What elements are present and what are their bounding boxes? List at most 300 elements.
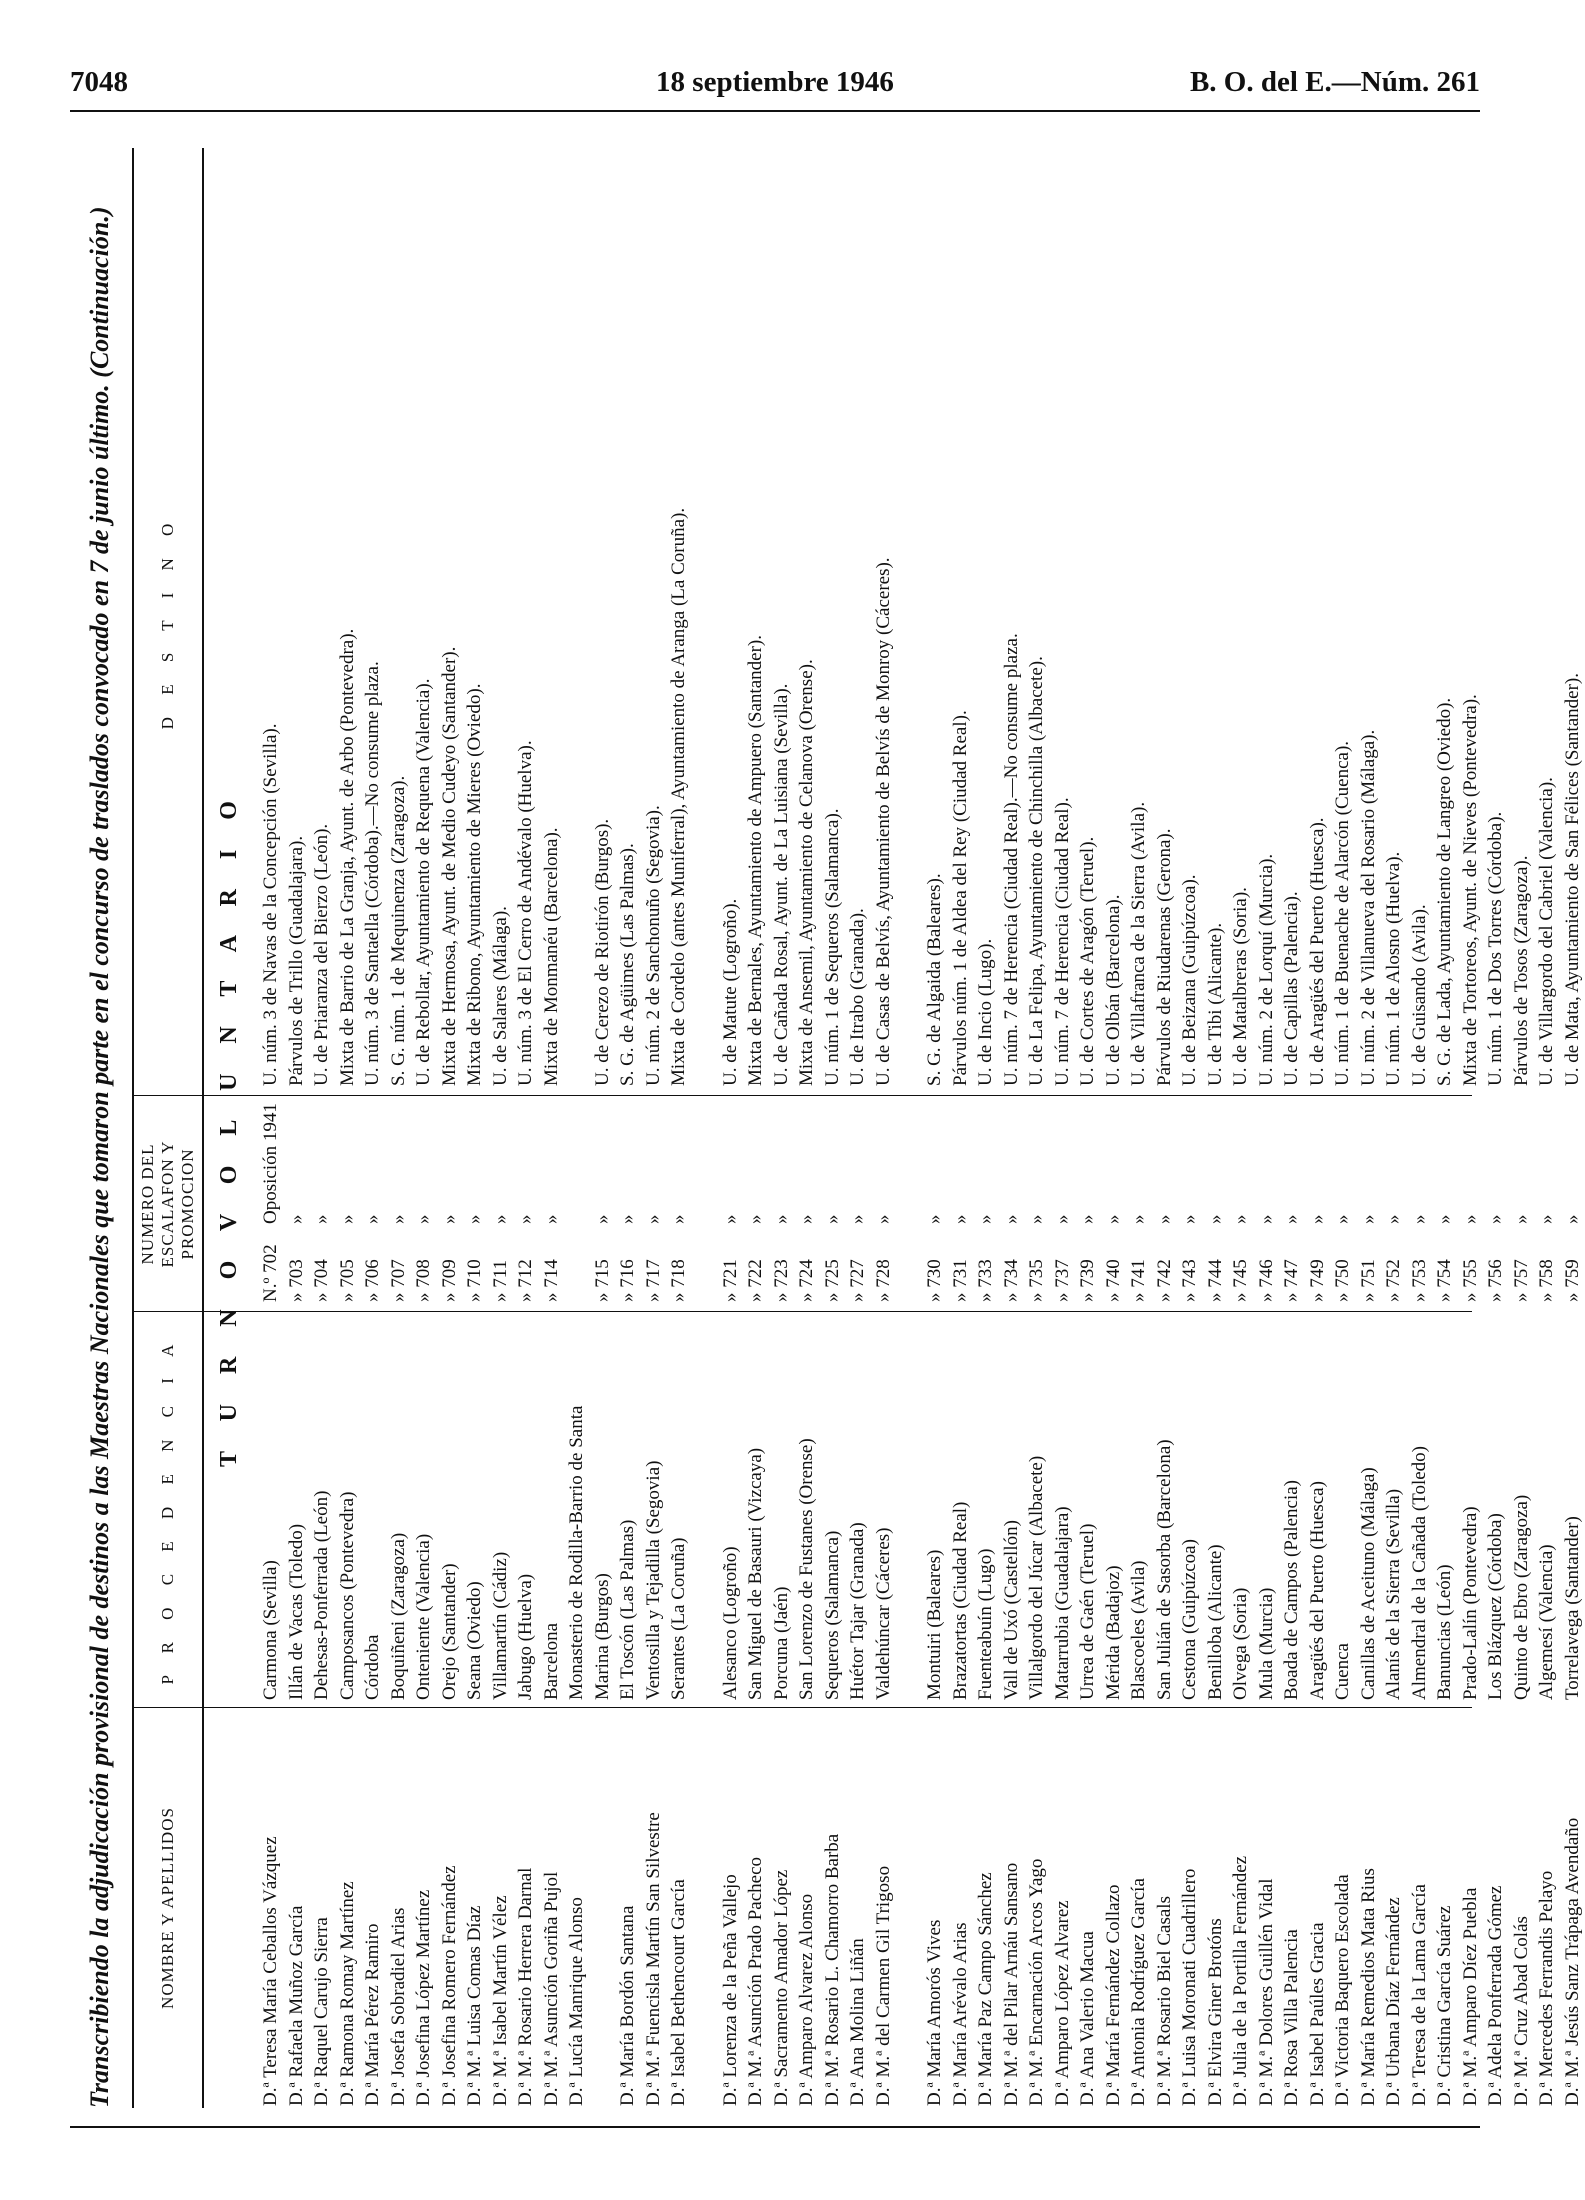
promocion-value: » bbox=[796, 1214, 817, 1224]
promocion-value: » bbox=[311, 1214, 332, 1224]
procedencia-cell: Barcelona bbox=[540, 1622, 562, 1700]
col-header-nombre: NOMBRE Y APELLIDOS bbox=[158, 1807, 177, 2009]
table-row bbox=[948, 148, 974, 2108]
escalafon-cell bbox=[360, 1102, 386, 1302]
escalafon-cell bbox=[641, 1102, 667, 1302]
promocion-value: » bbox=[1332, 1214, 1353, 1224]
promocion-value: » bbox=[975, 1214, 996, 1224]
escalafon-number: » 756 bbox=[1485, 1259, 1506, 1302]
table-row bbox=[1203, 148, 1229, 2108]
col-header-procedencia: P R O C E D E N C I A bbox=[158, 1335, 177, 1685]
escalafon-number: » 711 bbox=[489, 1259, 511, 1302]
escalafon-cell bbox=[845, 1102, 871, 1302]
escalafon-number: » 724 bbox=[796, 1259, 817, 1302]
col-header-destino: D E S T I N O bbox=[158, 514, 177, 730]
table-row bbox=[1432, 148, 1458, 2108]
procedencia-cell: Mérida (Badajoz) bbox=[1102, 1565, 1124, 1700]
procedencia-cell: Algemesí (Valencia) bbox=[1536, 1544, 1557, 1700]
escalafon-cell bbox=[743, 1102, 769, 1302]
destino-cell: Mixta de Tortoreos, Ayunt. de Nieves (Pontevedra). bbox=[1459, 694, 1481, 1086]
escalafon-number: » 707 bbox=[387, 1259, 409, 1302]
destino-cell: U. de Matalbreras (Soria). bbox=[1230, 887, 1251, 1086]
promocion-value: » bbox=[540, 1214, 562, 1224]
escalafon-number: » 704 bbox=[311, 1259, 332, 1302]
page-number: 7048 bbox=[70, 66, 128, 98]
teacher-name: D.ª Teresa de la Lama García bbox=[1408, 1884, 1430, 2106]
teacher-name: D.ª M.ª Dolores Guillén Vidal bbox=[1255, 1878, 1277, 2106]
escalafon-number: » 714 bbox=[540, 1259, 562, 1302]
table-row bbox=[1152, 148, 1178, 2108]
escalafon-number: » 728 bbox=[872, 1259, 894, 1302]
teacher-name: D.ª María Fernández Collazo bbox=[1102, 1884, 1124, 2106]
teacher-name: D.ª María Remedios Mata Rius bbox=[1357, 1868, 1379, 2106]
table-row bbox=[1279, 148, 1305, 2108]
destino-cell: Mixta de Monmanéu (Barcelona). bbox=[540, 827, 562, 1086]
table-row bbox=[1509, 148, 1535, 2108]
escalafon-number: » 727 bbox=[847, 1259, 868, 1302]
destino-cell: U. de Salares (Málaga). bbox=[489, 906, 511, 1086]
procedencia-cell: Illán de Vacas (Toledo) bbox=[285, 1523, 307, 1700]
escalafon-cell bbox=[1177, 1102, 1203, 1302]
procedencia-cell: El Toscón (Las Palmas) bbox=[617, 1519, 638, 1700]
teacher-name: D.ª María Pérez Ramiro bbox=[362, 1923, 383, 2106]
escalafon-cell bbox=[1305, 1102, 1331, 1302]
teacher-name: D.ª Urbana Díaz Fernández bbox=[1383, 1897, 1404, 2106]
escalafon-number: » 742 bbox=[1153, 1259, 1175, 1302]
escalafon-cell bbox=[718, 1102, 744, 1302]
promocion-value: » bbox=[949, 1214, 971, 1224]
promocion-value: » bbox=[1383, 1214, 1404, 1224]
promocion-value: » bbox=[924, 1214, 945, 1224]
procedencia-cell: Boada de Campos (Palencia) bbox=[1281, 1479, 1302, 1700]
destino-cell: U. de Capillas (Palencia). bbox=[1281, 891, 1302, 1086]
destino-cell: U. de Mata, Ayuntamiento de San Félices (Santander). bbox=[1561, 673, 1583, 1086]
escalafon-number: » 730 bbox=[924, 1259, 945, 1302]
escalafon-cell bbox=[769, 1102, 795, 1302]
table-row bbox=[564, 148, 590, 2108]
table-row bbox=[794, 148, 820, 2108]
destino-cell: U. núm. 2 de Sanchonuño (Segovia). bbox=[642, 805, 664, 1086]
procedencia-cell: Camposancos (Pontevedra) bbox=[336, 1491, 358, 1700]
escalafon-cell bbox=[284, 1102, 310, 1302]
teacher-name: D.ª Josefa Sobradiel Arias bbox=[387, 1907, 409, 2106]
teacher-name: D.ª María Paz Campo Sánchez bbox=[975, 1872, 996, 2106]
promocion-value: » bbox=[1306, 1214, 1328, 1224]
destino-cell bbox=[564, 150, 590, 1086]
destino-cell: Mixta de Bernales, Ayuntamiento de Ampuero (Santander). bbox=[745, 635, 766, 1086]
table-row bbox=[718, 148, 744, 2108]
escalafon-number: » 751 bbox=[1357, 1259, 1379, 1302]
header-rule bbox=[70, 110, 1480, 112]
table-row bbox=[999, 148, 1025, 2108]
escalafon-cell bbox=[437, 1102, 463, 1302]
teacher-name: D.ª M.ª Asunción Prado Pacheco bbox=[745, 1856, 766, 2106]
teacher-name: D.ª M.ª del Pilar Arnáu Sansano bbox=[1000, 1862, 1022, 2106]
teacher-name: D.ª María Amorós Vives bbox=[924, 1919, 945, 2106]
escalafon-number: » 721 bbox=[719, 1259, 741, 1302]
page-header bbox=[70, 66, 1480, 106]
teacher-name: D.ª Victoria Baquero Escolada bbox=[1332, 1874, 1353, 2106]
escalafon-number: » 710 bbox=[464, 1259, 485, 1302]
escalafon-cell bbox=[820, 1102, 846, 1302]
escalafon-number: » 752 bbox=[1383, 1259, 1404, 1302]
table-row bbox=[743, 148, 769, 2108]
escalafon-cell bbox=[1126, 1102, 1152, 1302]
teacher-name: D.ª M.ª Isabel Martín Vélez bbox=[489, 1895, 511, 2106]
procedencia-cell: Porcuna (Jaén) bbox=[770, 1586, 792, 1700]
teacher-name: D.ª Luisa Moronati Cuadrillero bbox=[1179, 1868, 1200, 2106]
procedencia-cell: Banuncias (León) bbox=[1434, 1564, 1455, 1700]
table-row bbox=[309, 148, 335, 2108]
rotated-table-block bbox=[80, 148, 1583, 2108]
destino-cell: U. de Beizana (Guipúzcoa). bbox=[1179, 874, 1200, 1086]
teacher-name: D.ª M.ª Rosario L. Chamorro Barba bbox=[821, 1833, 843, 2106]
teacher-name: D.ª Ana Valerio Macua bbox=[1077, 1931, 1098, 2106]
escalafon-cell bbox=[1560, 1102, 1585, 1302]
teacher-name bbox=[590, 1718, 616, 2106]
escalafon-cell bbox=[462, 1102, 488, 1302]
procedencia-cell: Jabugo (Huelva) bbox=[515, 1573, 536, 1700]
destino-cell: S. G. de Lada, Ayuntamiento de Langreo (Oviedo). bbox=[1434, 697, 1455, 1086]
escalafon-number: » 746 bbox=[1255, 1259, 1277, 1302]
footer-rule bbox=[70, 2126, 1480, 2128]
destino-cell: S. G. de Agüimes (Las Palmas). bbox=[617, 843, 638, 1086]
escalafon-cell bbox=[590, 1102, 616, 1302]
teacher-name: D.ª M.ª Amparo Díez Puebla bbox=[1459, 1887, 1481, 2106]
table-row bbox=[1560, 148, 1585, 2108]
teacher-name: D.ª M.ª Rosario Herrera Darnal bbox=[515, 1867, 536, 2106]
procedencia-cell: Montuiri (Baleares) bbox=[924, 1549, 945, 1700]
destino-cell: U. núm. 2 de Villanueva del Rosario (Málaga). bbox=[1357, 729, 1379, 1086]
destino-cell: U. de Rebollar, Ayuntamiento de Requena (Valencia). bbox=[413, 678, 434, 1086]
procedencia-cell: Córdoba bbox=[362, 1634, 383, 1700]
table-row bbox=[1050, 148, 1076, 2108]
escalafon-number: » 753 bbox=[1408, 1259, 1430, 1302]
escalafon-number: » 744 bbox=[1204, 1259, 1226, 1302]
destino-cell: U. de Priaranza del Bierzo (León). bbox=[311, 823, 332, 1086]
table-row bbox=[1177, 148, 1203, 2108]
destino-cell: Mixta de Ribono, Ayuntamiento de Mieres (Oviedo). bbox=[464, 683, 485, 1086]
procedencia-cell: Mula (Murcia) bbox=[1255, 1587, 1277, 1700]
escalafon-number: » 747 bbox=[1281, 1259, 1302, 1302]
escalafon-cell bbox=[1483, 1102, 1509, 1302]
procedencia-cell: Cuenca bbox=[1332, 1643, 1353, 1700]
teacher-name: D.ª Josefina López Martínez bbox=[413, 1889, 434, 2106]
destino-cell: U. de Aragüés del Puerto (Huesca). bbox=[1306, 817, 1328, 1086]
procedencia-cell: Vall de Uxó (Castellón) bbox=[1000, 1520, 1022, 1700]
destino-cell: U. núm. 1 de Sequeros (Salamanca). bbox=[821, 808, 843, 1086]
promocion-value: » bbox=[1281, 1214, 1302, 1224]
escalafon-cell bbox=[1381, 1102, 1407, 1302]
table-row bbox=[590, 148, 616, 2108]
teacher-name: D.ª Julia de la Portilla Fernández bbox=[1230, 1855, 1251, 2106]
table-row bbox=[922, 148, 948, 2108]
escalafon-number: » 722 bbox=[745, 1259, 766, 1302]
procedencia-cell: Serantes (La Coruña) bbox=[668, 1537, 689, 1700]
promocion-value: » bbox=[362, 1214, 383, 1224]
procedencia-cell: Marina (Burgos) bbox=[591, 1573, 613, 1700]
teacher-name: D.ª Lorenza de la Peña Vallejo bbox=[719, 1874, 741, 2106]
table-row bbox=[360, 148, 386, 2108]
teacher-name: D.ª Cristina García Suárez bbox=[1434, 1905, 1455, 2106]
promocion-value: » bbox=[1434, 1214, 1455, 1224]
teacher-name: D.ª M.ª Encarnación Arcos Yago bbox=[1026, 1858, 1047, 2106]
procedencia-cell: Alesanco (Logroño) bbox=[719, 1546, 741, 1700]
promocion-value: » bbox=[668, 1214, 689, 1224]
teacher-name: D.ª Amparo Alvarez Alonso bbox=[796, 1893, 817, 2106]
promocion-value: » bbox=[515, 1214, 536, 1224]
teacher-name: D.ª Josefina Romero Fernández bbox=[438, 1865, 460, 2106]
destino-cell: U. núm. 3 de Navas de la Concepción (Sevilla). bbox=[260, 723, 281, 1086]
escalafon-number: » 749 bbox=[1306, 1259, 1328, 1302]
promocion-value: » bbox=[770, 1214, 792, 1224]
promocion-value: » bbox=[719, 1214, 741, 1224]
procedencia-cell: Brazatortas (Ciudad Real) bbox=[949, 1501, 971, 1700]
escalafon-number: » 725 bbox=[821, 1259, 843, 1302]
escalafon-number: » 706 bbox=[362, 1259, 383, 1302]
turno-band: T U R N O V O L U N T A R I O bbox=[216, 789, 242, 1467]
procedencia-cell: Orejo (Santander) bbox=[438, 1563, 460, 1700]
destino-cell: U. de La Felipa, Ayuntamiento de Chinchilla (Albacete). bbox=[1026, 656, 1047, 1086]
destino-cell: U. de Guisando (Avila). bbox=[1408, 904, 1430, 1086]
destino-cell: U. de Tibi (Alicante). bbox=[1204, 922, 1226, 1086]
escalafon-cell bbox=[1330, 1102, 1356, 1302]
escalafon-number: » 735 bbox=[1026, 1259, 1047, 1302]
destino-cell: U. de Matute (Logroño). bbox=[719, 898, 741, 1086]
procedencia-cell: Almendral de la Cañada (Toledo) bbox=[1408, 1445, 1430, 1700]
escalafon-cell bbox=[973, 1102, 999, 1302]
destino-cell: U. núm. 2 de Lorquí (Murcia). bbox=[1255, 853, 1277, 1086]
procedencia-cell: San Julián de Sasorba (Barcelona) bbox=[1153, 1439, 1175, 1700]
destino-cell: U. núm. 3 de El Cerro de Andévalo (Huelva). bbox=[515, 740, 536, 1086]
destino-cell: Párvulos de Riudarenas (Gerona). bbox=[1153, 828, 1175, 1086]
teacher-name: D.ª Isabel Bethencourt García bbox=[668, 1879, 689, 2106]
destino-cell: U. núm. 1 de Buenache de Alarcón (Cuenca). bbox=[1332, 740, 1353, 1086]
escalafon-number: » 723 bbox=[770, 1259, 792, 1302]
procedencia-cell: Sequeros (Salamanca) bbox=[821, 1530, 843, 1700]
destino-cell: U. de Villafranca de la Sierra (Avila). bbox=[1128, 801, 1149, 1086]
promocion-value: » bbox=[1102, 1214, 1124, 1224]
procedencia-cell: Fuenteabuín (Lugo) bbox=[975, 1548, 996, 1700]
issue-date: 18 septiembre 1946 bbox=[656, 66, 894, 98]
table-row bbox=[1075, 148, 1101, 2108]
table-row bbox=[1024, 148, 1050, 2108]
escalafon-number: » 708 bbox=[413, 1259, 434, 1302]
teacher-name: D.ª M.ª Asunción Goriña Pujol bbox=[540, 1871, 562, 2106]
promocion-value: » bbox=[1485, 1214, 1506, 1224]
teacher-name: D.ª Ramona Romay Martínez bbox=[336, 1881, 358, 2106]
promocion-value: » bbox=[1128, 1214, 1149, 1224]
table-row bbox=[871, 148, 897, 2108]
escalafon-cell bbox=[871, 1102, 897, 1302]
escalafon-number: » 755 bbox=[1459, 1259, 1481, 1302]
promocion-value: » bbox=[642, 1214, 664, 1224]
escalafon-number: » 757 bbox=[1510, 1259, 1532, 1302]
procedencia-cell: Matarrubia (Guadalajara) bbox=[1051, 1506, 1073, 1700]
promocion-value: » bbox=[1561, 1214, 1583, 1224]
escalafon-number: » 739 bbox=[1077, 1259, 1098, 1302]
promocion-value: » bbox=[336, 1214, 358, 1224]
teacher-name: D.ª Antonia Rodríguez García bbox=[1128, 1878, 1149, 2106]
destino-cell: U. de Cerezo de Riotirón (Burgos). bbox=[591, 818, 613, 1086]
destino-cell: U. núm. 1 de Alosno (Huelva). bbox=[1383, 851, 1404, 1086]
destino-cell: S. G. de Algaida (Baleares). bbox=[924, 873, 945, 1086]
promocion-value: » bbox=[1459, 1214, 1481, 1224]
escalafon-cell bbox=[1407, 1102, 1433, 1302]
escalafon-cell bbox=[794, 1102, 820, 1302]
destino-cell: U. de Cañada Rosal, Ayunt. de La Luisiana (Sevilla). bbox=[770, 683, 792, 1086]
procedencia-cell: Prado-Lalín (Pontevedra) bbox=[1459, 1506, 1481, 1700]
table-row bbox=[1305, 148, 1331, 2108]
escalafon-cell bbox=[1509, 1102, 1535, 1302]
table-row bbox=[488, 148, 514, 2108]
promocion-value: » bbox=[1536, 1214, 1557, 1224]
promocion-value: » bbox=[872, 1214, 894, 1224]
escalafon-cell bbox=[539, 1102, 565, 1302]
destino-cell: U. de Villargordo del Cabriel (Valencia). bbox=[1536, 777, 1557, 1086]
procedencia-cell: Valdehúncar (Cáceres) bbox=[872, 1527, 894, 1700]
destino-cell: U. de Olbán (Barcelona). bbox=[1102, 894, 1124, 1086]
table-row bbox=[1356, 148, 1382, 2108]
escalafon-number: » 718 bbox=[668, 1259, 689, 1302]
teacher-name: D.ª M.ª Jesús Sanz Trápaga Avendaño bbox=[1561, 1817, 1583, 2106]
escalafon-number: » 709 bbox=[438, 1259, 460, 1302]
teacher-name: D.ª Rosa Villa Palencia bbox=[1281, 1929, 1302, 2106]
table-row bbox=[1330, 148, 1356, 2108]
escalafon-number: » 717 bbox=[642, 1259, 664, 1302]
procedencia-cell: Carmona (Sevilla) bbox=[260, 1560, 281, 1700]
destino-cell: S. G. núm. 1 de Mequinenza (Zaragoza). bbox=[387, 775, 409, 1086]
destino-cell: U. núm. 7 de Herencia (Ciudad Real). bbox=[1051, 797, 1073, 1086]
escalafon-number: » 759 bbox=[1561, 1259, 1583, 1302]
procedencia-cell: Cestona (Guipúzcoa) bbox=[1179, 1539, 1200, 1700]
promocion-value: » bbox=[745, 1214, 766, 1224]
promocion-value: » bbox=[413, 1214, 434, 1224]
escalafon-number: » 716 bbox=[617, 1259, 638, 1302]
escalafon-cell bbox=[1228, 1102, 1254, 1302]
destino-cell: Mixta de Ansemil, Ayuntamiento de Celanova (Orense). bbox=[796, 659, 817, 1086]
table-header bbox=[132, 148, 204, 2108]
escalafon-cell bbox=[1050, 1102, 1076, 1302]
escalafon-number: » 750 bbox=[1332, 1259, 1353, 1302]
escalafon-cell bbox=[513, 1102, 539, 1302]
teacher-name: D.ª M.ª del Carmen Gil Trigoso bbox=[872, 1865, 894, 2106]
destino-cell: Mixta de Cordelo (antes Muniferral), Ayuntamiento de Aranga (La Coruña). bbox=[668, 507, 689, 1086]
promocion-value: » bbox=[387, 1214, 409, 1224]
procedencia-cell: Seana (Oviedo) bbox=[464, 1581, 485, 1700]
procedencia-cell: Ventosilla y Tejadilla (Segovia) bbox=[642, 1460, 664, 1700]
teacher-name: D.ª Sacramento Amador López bbox=[770, 1869, 792, 2106]
promocion-value: » bbox=[1408, 1214, 1430, 1224]
escalafon-number: » 734 bbox=[1000, 1259, 1022, 1302]
table-row bbox=[539, 148, 565, 2108]
promocion-value: » bbox=[617, 1214, 638, 1224]
escalafon-cell bbox=[1024, 1102, 1050, 1302]
destino-cell: Párvulos de Trillo (Guadalajara). bbox=[285, 835, 307, 1086]
procedencia-cell: Olvega (Soria) bbox=[1230, 1587, 1251, 1700]
promocion-value: » bbox=[1230, 1214, 1251, 1224]
table-row bbox=[769, 148, 795, 2108]
escalafon-cell bbox=[488, 1102, 514, 1302]
promocion-value: » bbox=[1510, 1214, 1532, 1224]
procedencia-cell: Villalgordo del Júcar (Albacete) bbox=[1026, 1455, 1047, 1700]
escalafon-cell bbox=[1458, 1102, 1484, 1302]
procedencia-cell: Torrelavega (Santander) bbox=[1561, 1516, 1583, 1700]
procedencia-cell: Los Blázquez (Córdoba) bbox=[1485, 1513, 1506, 1700]
procedencia-cell: Quinto de Ebro (Zaragoza) bbox=[1510, 1494, 1532, 1700]
promocion-value: » bbox=[464, 1214, 485, 1224]
escalafon-cell bbox=[615, 1102, 641, 1302]
escalafon-number: » 737 bbox=[1051, 1259, 1073, 1302]
escalafon-cell bbox=[1101, 1102, 1127, 1302]
teacher-name: D.ª Ana Molina Liñán bbox=[847, 1938, 868, 2106]
escalafon-cell bbox=[1152, 1102, 1178, 1302]
destino-cell: Párvulos núm. 1 de Aldea del Rey (Ciudad Real). bbox=[949, 710, 971, 1086]
procedencia-cell: Aragüés del Puerto (Huesca) bbox=[1306, 1481, 1328, 1700]
table-row bbox=[1458, 148, 1484, 2108]
escalafon-number: » 754 bbox=[1434, 1259, 1455, 1302]
escalafon-cell bbox=[564, 1102, 590, 1302]
table-row bbox=[1228, 148, 1254, 2108]
escalafon-number: » 758 bbox=[1536, 1259, 1557, 1302]
teacher-name: D.ª M.ª Fuencisla Martín San Silvestre bbox=[642, 1812, 664, 2106]
table-row bbox=[820, 148, 846, 2108]
table-row bbox=[615, 148, 641, 2108]
destino-cell: U. de Itrabo (Granada). bbox=[847, 908, 868, 1086]
procedencia-cell: Boquiñeni (Zaragoza) bbox=[387, 1532, 409, 1700]
destino-cell: U. de Casas de Belvís, Ayuntamiento de Belvís de Monroy (Cáceres). bbox=[872, 557, 894, 1086]
escalafon-cell bbox=[1254, 1102, 1280, 1302]
table-row bbox=[973, 148, 999, 2108]
procedencia-cell: Huétor Tajar (Granada) bbox=[847, 1522, 868, 1700]
promocion-value: Oposición 1941 bbox=[260, 1103, 281, 1224]
col-header-escalafon: NUMERO DEL ESCALAFON Y PROMOCION bbox=[138, 1140, 197, 1268]
escalafon-cell bbox=[1279, 1102, 1305, 1302]
promocion-value: » bbox=[489, 1214, 511, 1224]
procedencia-cell: Blascoeles (Avila) bbox=[1128, 1560, 1149, 1700]
table-row bbox=[462, 148, 488, 2108]
teacher-name: D.ª Amparo López Alvarez bbox=[1051, 1900, 1073, 2106]
table-row bbox=[1483, 148, 1509, 2108]
promocion-value: » bbox=[1153, 1214, 1175, 1224]
promocion-value: » bbox=[285, 1214, 307, 1224]
procedencia-cell: Villamartín (Cádiz) bbox=[489, 1551, 511, 1700]
escalafon-cell bbox=[1203, 1102, 1229, 1302]
escalafon-cell bbox=[309, 1102, 335, 1302]
destino-cell: U. núm. 1 de Dos Torres (Córdoba). bbox=[1485, 811, 1506, 1086]
escalafon-number: » 743 bbox=[1179, 1259, 1200, 1302]
promocion-value: » bbox=[1255, 1214, 1277, 1224]
teacher-name: D.ª M.ª Cruz Abad Colás bbox=[1510, 1916, 1532, 2106]
procedencia-cell: San Miguel de Basauri (Vizcaya) bbox=[745, 1447, 766, 1700]
procedencia-cell: Urrea de Gaén (Teruel) bbox=[1077, 1523, 1098, 1700]
promocion-value: » bbox=[1357, 1214, 1379, 1224]
escalafon-cell bbox=[922, 1102, 948, 1302]
table-row bbox=[335, 148, 361, 2108]
promocion-value: » bbox=[821, 1214, 843, 1224]
table-row bbox=[513, 148, 539, 2108]
table-row bbox=[1101, 148, 1127, 2108]
teacher-name: D.ª M.ª Luisa Comas Díaz bbox=[464, 1905, 485, 2106]
table-body bbox=[258, 148, 1585, 2108]
promocion-value: » bbox=[1204, 1214, 1226, 1224]
teacher-name: D.ª Mercedes Ferrandis Pelayo bbox=[1536, 1870, 1557, 2106]
table-row bbox=[1407, 148, 1433, 2108]
table-row bbox=[666, 148, 692, 2108]
escalafon-number: » 733 bbox=[975, 1259, 996, 1302]
table-row bbox=[386, 148, 412, 2108]
escalafon-cell bbox=[1432, 1102, 1458, 1302]
